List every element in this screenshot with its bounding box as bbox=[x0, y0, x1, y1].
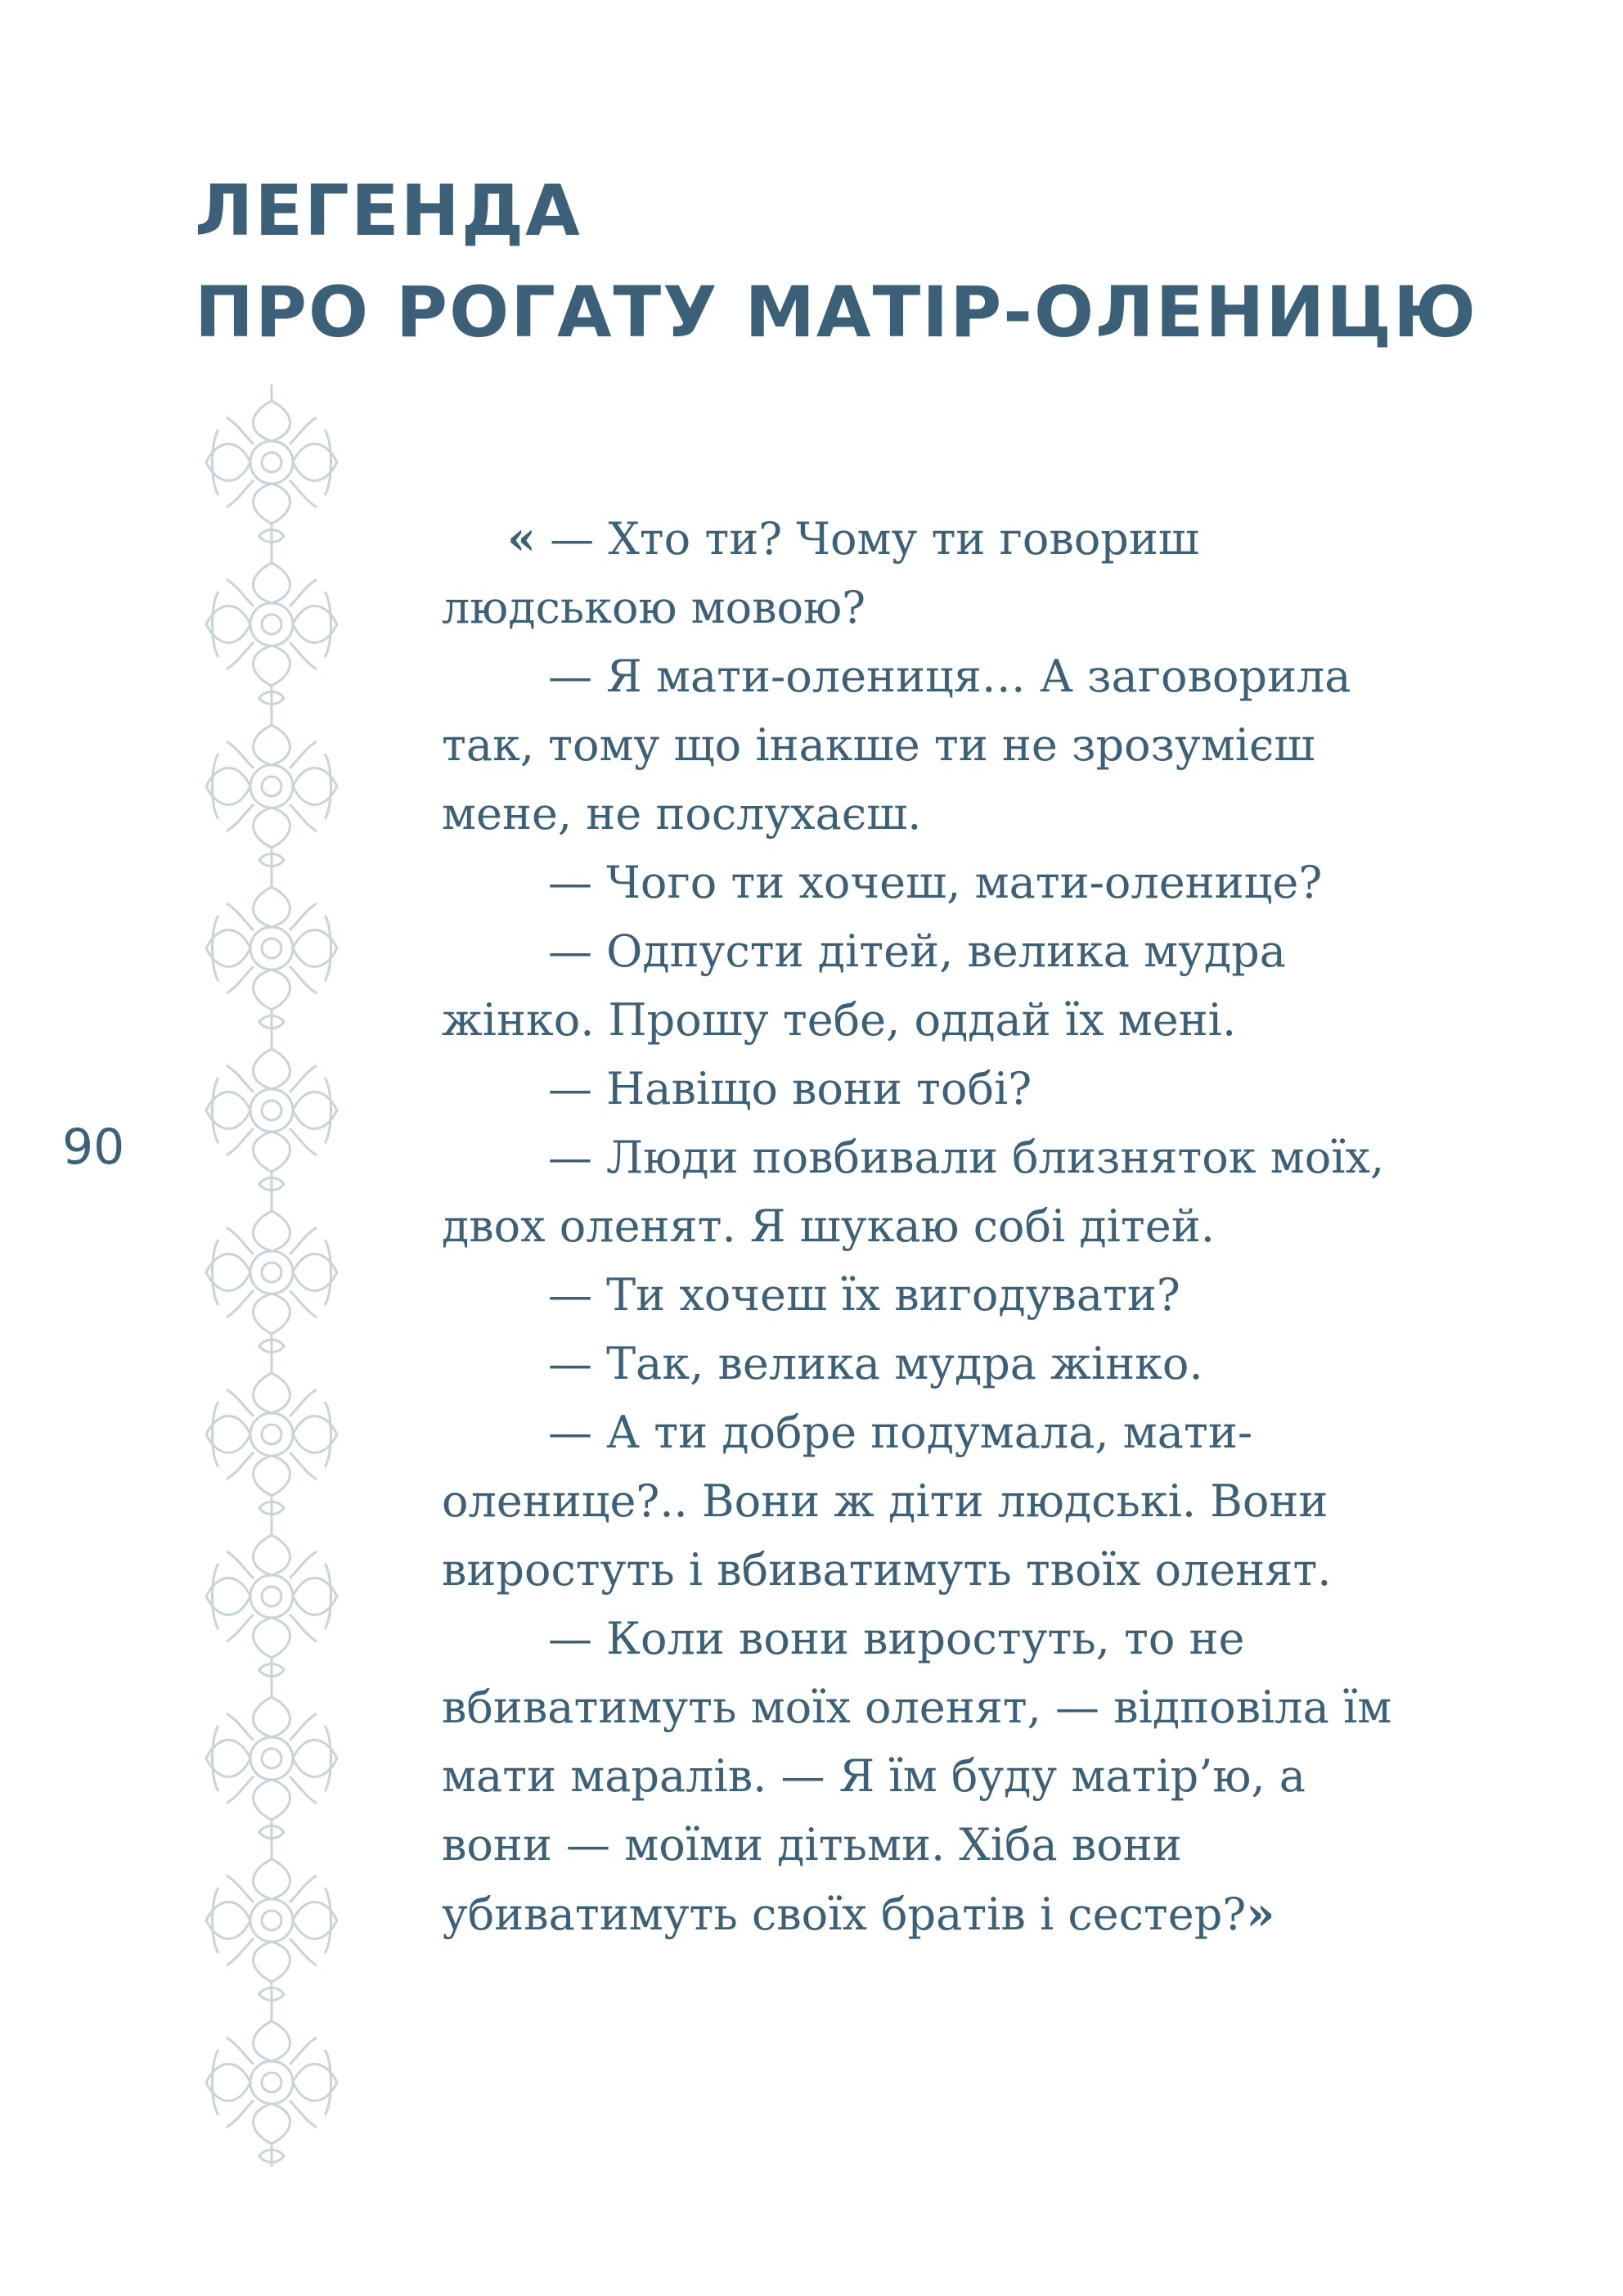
dialogue-line: — Ти хочеш їх вигодувати? bbox=[548, 1269, 1180, 1321]
dialogue-line: « — Хто ти? Чому ти говориш людською мовою? bbox=[442, 511, 1200, 633]
dialogue-line: — Одпусти дітей, велика мудра жінко. Прошу тебе, оддай їх мені. bbox=[442, 925, 1286, 1046]
title-line-1: ЛЕГЕНДА bbox=[195, 170, 582, 252]
dialogue-line: — Чого ти хочеш, мати-оленице? bbox=[548, 857, 1323, 908]
dialogue-line: — Я мати-олениця… А заговорила так, тому що інакше ти не зрозумієш мене, не послухаєш. bbox=[442, 651, 1351, 840]
closing-quote-mark: » bbox=[1246, 1887, 1275, 1941]
page-title bbox=[195, 160, 1504, 363]
opening-quote-mark: « bbox=[507, 511, 536, 565]
dialogue-line: — Навіщо вони тобі? bbox=[548, 1063, 1032, 1114]
page-number: 90 bbox=[62, 1119, 125, 1176]
dialogue-line: — Так, велика мудра жінко. bbox=[548, 1338, 1203, 1389]
dialogue-line: — А ти добре подумала, мати-оленице?.. Вони ж діти людські. Вони виростуть і вбиватимуть твоїх оленят. bbox=[442, 1407, 1332, 1596]
dialogue-line: — Коли вони виростуть, то не вбиватимуть моїх оленят, — відповіла їм мати маралів. — Я їм буду матір’ю, а вони — моїми дітьми. Хіба вони убиватимуть своїх братів і сестер?» bbox=[442, 1613, 1392, 1941]
title-line-2: ПРО РОГАТУ МАТІР-ОЛЕНИЦЮ bbox=[195, 272, 1477, 353]
dialogue-line: — Люди повбивали близняток моїх, двох оленят. Я шукаю собі дітей. bbox=[442, 1132, 1385, 1252]
legend-text bbox=[442, 504, 1423, 1949]
folk-knot-ornament-icon bbox=[190, 385, 353, 2168]
